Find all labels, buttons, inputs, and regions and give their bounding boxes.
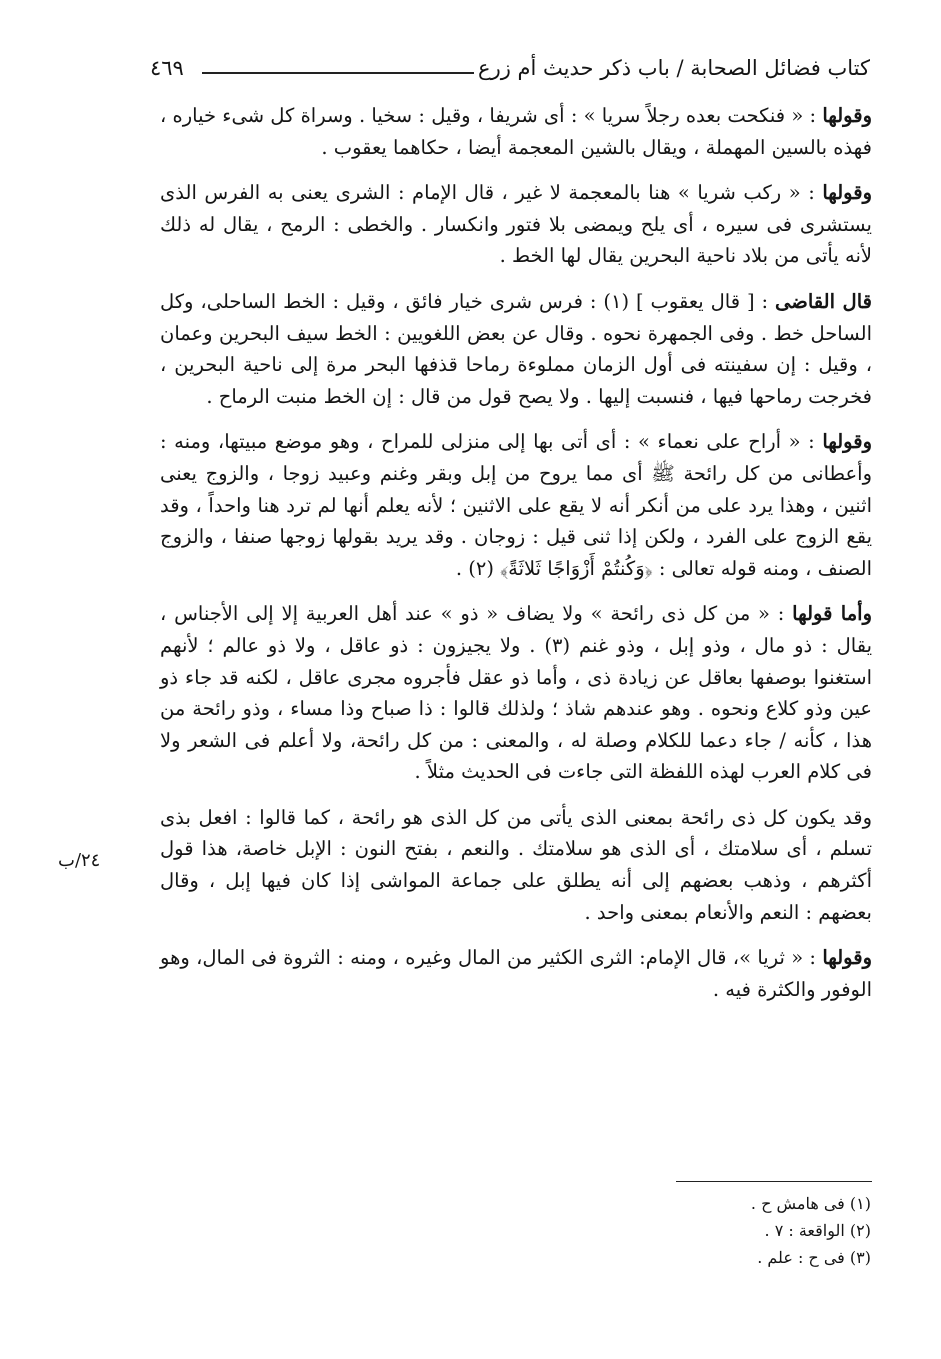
footnote: (١) فى هامش ح . (750, 1194, 871, 1213)
footnote: (٣) فى ح : علم . (757, 1248, 871, 1267)
paragraph-text: : « ركب شريا » هنا بالمعجمة لا غير ، قال الإمام : الشرى يعنى به الفرس الذى يستشرى فى سيره ، أى يلح ويمضى بلا فتور وانكسار . والخطى : الرمح ، يقال له ذلك لأنه يأتى من بلاد ناحية البحرين يقال لها الخط . (160, 181, 872, 268)
running-title: كتاب فضائل الصحابة / باب ذكر حديث أم زرع (478, 56, 870, 80)
paragraph-lead: وقولها (822, 946, 872, 970)
footnotes (471, 1190, 871, 1271)
paragraph-text: وقد يكون كل ذى رائحة بمعنى الذى يأتى من كل الذى هو رائحة ، كما قالوا : افعل بذى تسلم ، أى سلامتك ، أى الذى هو سلامتك . والنعم ، بفتح النون : الإبل خاصة، هذا قول أكثرهم ، وذهب بعضهم إلى أنه يطلق على جماعة المواشى إذا كان فيها إبل ، وقال بعضهم : النعم والأنعام بمعنى واحد . (160, 805, 872, 924)
footnote-rule (676, 1181, 872, 1182)
page-number: ٤٦٩ (150, 56, 184, 80)
paragraph (160, 426, 872, 584)
paragraph-text: : « ثريا »، قال الإمام: الثرى الكثير من المال وغيره ، ومنه : الثروة فى المال، وهو الوفور والكثرة فيه . (160, 946, 872, 1001)
paragraph (160, 100, 872, 163)
paragraph (160, 286, 872, 412)
paragraph-text: : « أراح على نعماء » : أى أتى بها إلى منزلى للمراح ، وهو موضع مبيتها، ومنه : وأعطانى من كل رائحة ﷺ أى مما يروح من إبل وبقر وغنم وعبيد زوجا ، والزوج يعنى اثنين ، وهذا يرد على من أنكر أنه لا يقع على الاثنين ؛ لأنه يعلم أنها لم ترد هنا واحداً ، وقد يقع الزوج على الفرد ، ولكن إذا ثنى قيل : زوجان . وقد يريد بقولها زوجها صنفا ، والزوج الصنف ، ومنه قوله تعالى : ﴿وَكُنتُمْ أَزْوَاجًا ثَلاثَةً﴾ (٢) . (160, 430, 872, 580)
paragraph-lead: قال القاضى (775, 289, 872, 313)
paragraph-text: : « من كل ذى رائحة » ولا يضاف « ذو » عند أهل العربية إلا إلى الأجناس ، يقال : ذو مال ، وذو إبل ، وذو غنم (٣) . ولا يجيزون : ذو عاقل ، ولا ذو عالم ؛ لأنهم استغنوا بوصفها بعاقل عن زيادة ذى ، وأما ذو عقل فأجروه مجرى عاقل ، لكنه قد جاء ذو عين وذو كلاع ونحوه . وهو عندهم شاذ ؛ ولذلك قالوا : ذا صباح وذا مساء ، وذو رائحة من هذا ، كأنه / جاء دعما للكلام وصلة له ، والمعنى : من كل رائحة، ولا أعلم فى الشعر ولا فى كلام العرب لهذه اللفظة التى جاءت فى الحديث مثلاً . (160, 602, 872, 784)
paragraph-lead: وقولها (822, 104, 872, 127)
paragraph (160, 802, 872, 928)
paragraph-lead: وأما قولها (792, 602, 873, 626)
page-header (150, 52, 870, 92)
paragraph-text: : [ قال يعقوب ] (١) : فرس شرى خيار فائق ، وقيل : الخط الساحلى، وكل الساحل خط . وفى الجمهرة نحوه . وقال عن بعض اللغويين : الخط سيف البحرين وعمان ، وقيل : إن سفينته فى أول الزمان مملوءة رماحا قذفها البحر مرة إلى ناحية البحرين ، فخرجت رماحها فيها ، فنسبت إليها . ولا يصح قول من قال : إن الخط منبت الرماح . (160, 289, 872, 408)
paragraph (160, 598, 872, 788)
main-text (160, 100, 872, 1019)
paragraph (160, 177, 872, 272)
paragraph-lead: وقولها (822, 181, 872, 205)
paragraph-lead: وقولها (822, 430, 872, 454)
footnote: (٢) الواقعة : ٧ . (764, 1221, 871, 1240)
manuscript-folio-note: ٢٤/ب (58, 850, 101, 871)
header-rule (202, 72, 474, 74)
paragraph-text: : « فنكحت بعده رجلاً سريا » : أى شريفا ، وقيل : سخيا . وسراة كل شىء خياره ، فهذه بالسين المهملة ، ويقال بالشين المعجمة أيضا ، حكاهما يعقوب . (160, 104, 872, 159)
paragraph (160, 942, 872, 1005)
